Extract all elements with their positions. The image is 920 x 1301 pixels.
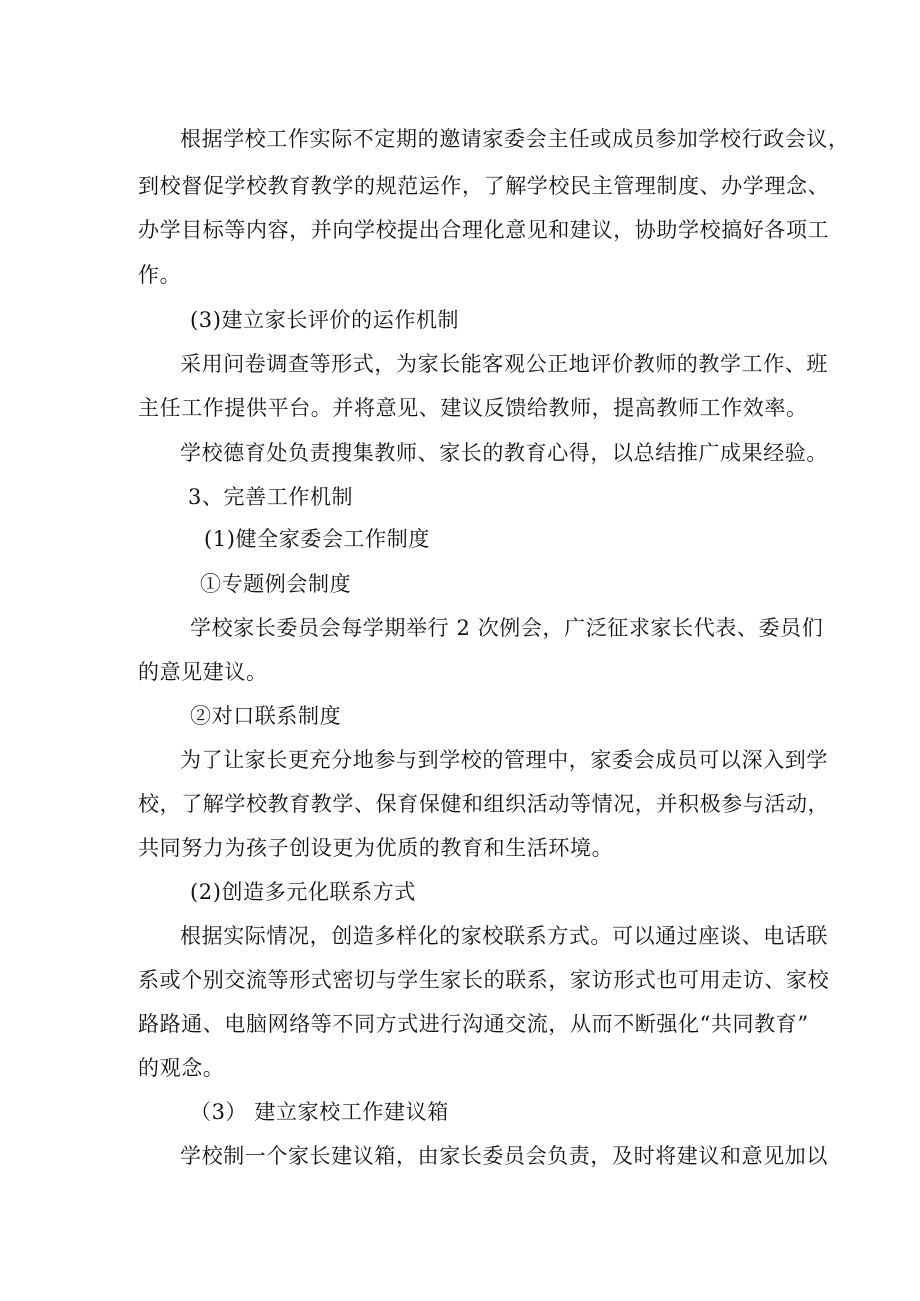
subsection-heading: ①专题例会制度 — [200, 572, 352, 596]
section-heading: 3、完善工作机制 — [188, 485, 354, 509]
paragraph-line: 校，了解学校教育教学、保育保健和组织活动等情况，并积极参与活动， — [138, 792, 830, 816]
paragraph-line: 学校制一个家长建议箱，由家长委员会负责，及时将建议和意见加以 — [180, 1144, 828, 1168]
paragraph-line: 学校家长委员会每学期举行 2 次例会，广泛征求家长代表、委员们 — [190, 616, 824, 640]
section-heading: (1)健全家委会工作制度 — [204, 527, 430, 551]
section-heading: (3)建立家长评价的运作机制 — [190, 308, 460, 332]
section-heading: (2)创造多元化联系方式 — [190, 880, 416, 904]
paragraph-line: 根据实际情况，创造多样化的家校联系方式。可以通过座谈、电话联 — [180, 924, 828, 948]
paragraph-line: 的观念。 — [138, 1056, 225, 1080]
paragraph-line: 根据学校工作实际不定期的邀请家委会主任或成员参加学校行政会议， — [180, 127, 850, 151]
paragraph-line: 系或个别交流等形式密切与学生家长的联系，家访形式也可用走访、家校 — [138, 968, 830, 992]
paragraph-line: 主任工作提供平台。并将意见、建议反馈给教师，提高教师工作效率。 — [138, 396, 808, 420]
paragraph-line: 学校德育处负责搜集教师、家长的教育心得，以总结推广成果经验。 — [180, 441, 828, 465]
paragraph-line: 为了让家长更充分地参与到学校的管理中，家委会成员可以深入到学 — [180, 748, 828, 772]
paragraph-line: 路路通、电脑网络等不同方式进行沟通交流，从而不断强化“共同教育” — [138, 1012, 809, 1036]
paragraph-line: 办学目标等内容，并向学校提出合理化意见和建议，协助学校搞好各项工 — [138, 218, 830, 242]
section-heading: （3） 建立家校工作建议箱 — [190, 1100, 449, 1124]
paragraph-line: 作。 — [138, 263, 182, 287]
paragraph-line: 采用问卷调查等形式，为家长能客观公正地评价教师的教学工作、班 — [180, 352, 828, 376]
paragraph-line: 共同努力为孩子创设更为优质的教育和生活环境。 — [138, 836, 614, 860]
subsection-heading: ②对口联系制度 — [190, 704, 342, 728]
paragraph-line: 的意见建议。 — [138, 660, 268, 684]
paragraph-line: 到校督促学校教育教学的规范运作，了解学校民主管理制度、办学理念、 — [138, 174, 830, 198]
